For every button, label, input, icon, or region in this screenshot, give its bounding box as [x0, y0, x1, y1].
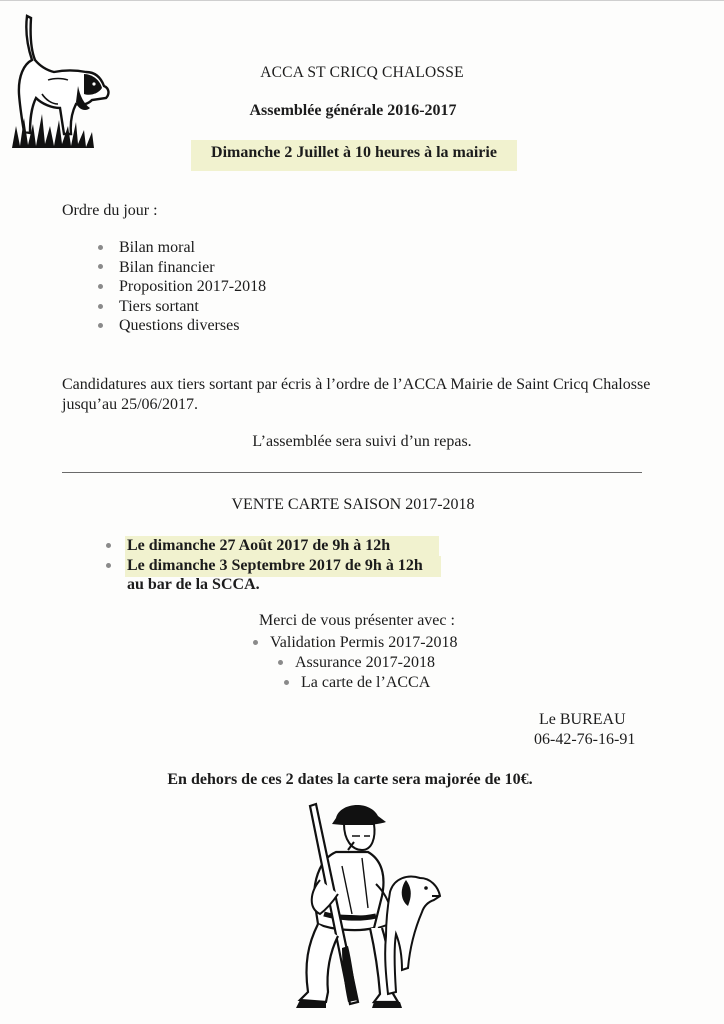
bullet-icon [278, 660, 283, 665]
bullet-icon [98, 323, 103, 328]
signature-name: Le BUREAU [539, 711, 626, 728]
hunter-with-dog-illustration [278, 796, 446, 1010]
present-intro: Merci de vous présenter avec : [259, 612, 455, 629]
assembly-title: Assemblée générale 2016-2017 [249, 102, 457, 119]
agenda-list [98, 238, 266, 336]
bullet-icon [253, 640, 258, 645]
section-divider [62, 472, 642, 473]
meal-note: L’assemblée sera suivi d’un repas. [252, 433, 472, 450]
page-top-edge [0, 0, 724, 1]
bullet-icon [98, 304, 103, 309]
sale-location: au bar de la SCCA. [127, 576, 260, 593]
bullet-icon [106, 563, 111, 568]
list-item: Bilan financier [98, 258, 266, 278]
signature-phone: 06-42-76-16-91 [534, 731, 636, 748]
list-item: Questions diverses [98, 316, 266, 336]
sale-date-item [106, 556, 441, 577]
requirement-item: Assurance 2017-2018 [278, 654, 435, 672]
list-item: Tiers sortant [98, 297, 266, 317]
requirement-item: Validation Permis 2017-2018 [253, 634, 458, 652]
requirement-item: La carte de l’ACCA [284, 674, 430, 692]
list-item: Proposition 2017-2018 [98, 277, 266, 297]
surcharge-warning: En dehors de ces 2 dates la carte sera majorée de 10€. [167, 771, 533, 788]
bullet-icon [98, 245, 103, 250]
sale-date-item [106, 536, 439, 557]
list-item: Bilan moral [98, 238, 266, 258]
bullet-icon [106, 543, 111, 548]
sale-date-highlight: Le dimanche 3 Septembre 2017 de 9h à 12h [125, 556, 441, 577]
sale-date-highlight: Le dimanche 27 Août 2017 de 9h à 12h [125, 536, 439, 557]
meeting-date-highlight: Dimanche 2 Juillet à 10 heures à la mairie [191, 140, 517, 171]
bullet-icon [98, 284, 103, 289]
sale-title: VENTE CARTE SAISON 2017-2018 [231, 496, 475, 513]
hunting-dog-illustration [12, 14, 112, 150]
club-name: ACCA ST CRICQ CHALOSSE [260, 64, 464, 81]
candidacy-notice: Candidatures aux tiers sortant par écris à l’ordre de l’ACCA Mairie de Saint Cricq Chalosse jusqu’au 25/06/2017. [62, 376, 651, 413]
bullet-icon [98, 264, 103, 269]
bullet-icon [284, 680, 289, 685]
agenda-title: Ordre du jour : [62, 202, 158, 219]
